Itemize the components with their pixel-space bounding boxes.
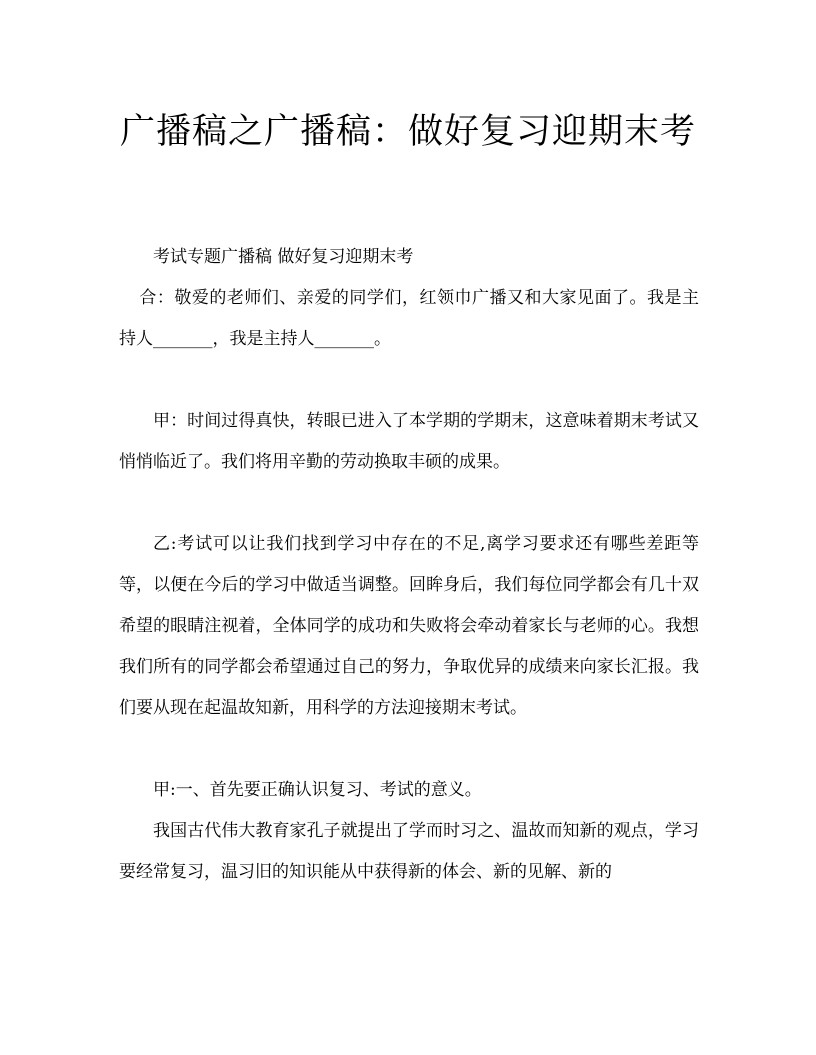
paragraph-speaker-yi: 乙:考试可以让我们找到学习中存在的不足,离学习要求还有哪些差距等等，以便在今后的学习中做适当调整。回眸身后，我们每位同学都会有几十双希望的眼睛注视着，全体同学的成功和失败将会牵动着家长与老师的心。我想我们所有的同学都会希望通过自己的努力，争取优异的成绩来向家长汇报。我们要从现在起温故知新，用科学的方法迎接期末考试。 (119, 534, 699, 718)
paragraph-speaker-jia-1: 甲：时间过得真快，转眼已进入了本学期的学期末，这意味着期末考试又悄悄临近了。我们将用辛勤的劳动换取丰硕的成果。 (119, 411, 699, 472)
paragraph-host-intro: 合：敬爱的老师们、亲爱的同学们，红领巾广播又和大家见面了。我是主持人_______，我是主持人_______。 (119, 288, 699, 349)
paragraph-speaker-jia-2: 甲:一、首先要正确认识复习、考试的意义。 (153, 780, 482, 800)
document-body (119, 237, 699, 893)
document-title: 广播稿之广播稿：做好复习迎期末考 (119, 112, 696, 152)
paragraph-confucius: 我国古代伟大教育家孔子就提出了学而时习之、温故而知新的观点，学习要经常复习，温习旧的知识能从中获得新的体会、新的见解、新的 (119, 821, 699, 882)
paragraph-subtitle: 考试专题广播稿 做好复习迎期末考 (153, 247, 414, 267)
